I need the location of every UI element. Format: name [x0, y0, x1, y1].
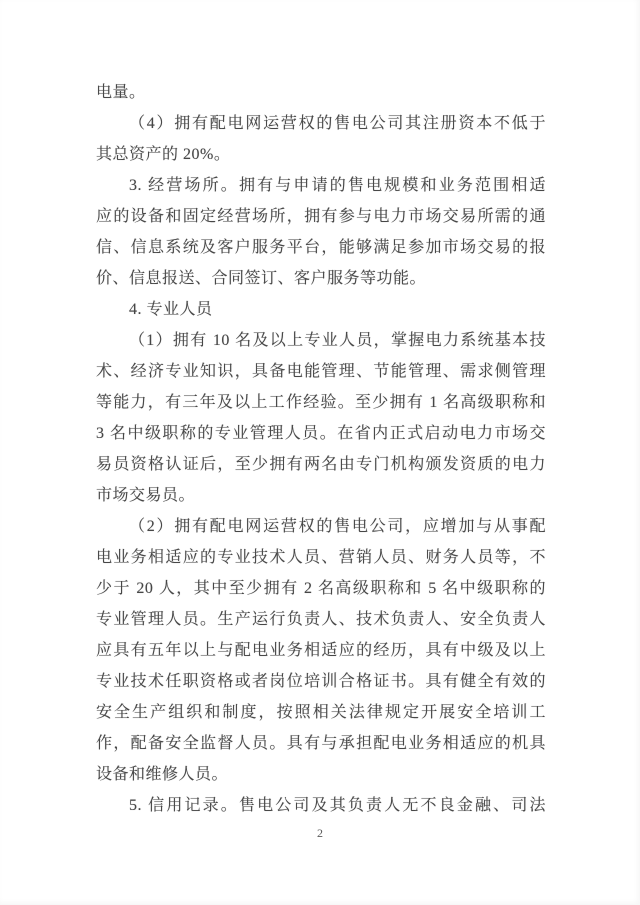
text-line: 等能力，有三年及以上工作经验。至少拥有 1 名高级职称和: [96, 394, 546, 411]
text-line: （1）拥有 10 名及以上专业人员，掌握电力系统基本技: [129, 332, 546, 349]
text-line: 应具有五年以上与配电业务相适应的经历，具有中级及以上: [96, 642, 546, 659]
text-line: 其总资产的 20%。: [96, 146, 231, 163]
text-line: （4）拥有配电网运营权的售电公司其注册资本不低于: [129, 115, 546, 132]
text-line: 电量。: [96, 84, 146, 101]
text-line: 3. 经营场所。拥有与申请的售电规模和业务范围相适: [129, 177, 546, 194]
text-line: 少于 20 人，其中至少拥有 2 名高级职称和 5 名中级职称的: [96, 580, 546, 597]
text-line: 专业管理人员。生产运行负责人、技术负责人、安全负责人: [96, 611, 546, 628]
page-number: 2: [317, 826, 323, 840]
text-line: 电业务相适应的专业技术人员、营销人员、财务人员等，不: [96, 549, 546, 566]
text-line: 信、信息系统及客户服务平台，能够满足参加市场交易的报: [96, 239, 546, 256]
text-line: 术、经济专业知识，具备电能管理、节能管理、需求侧管理: [96, 363, 546, 380]
text-line: 易员资格认证后，至少拥有两名由专门机构颁发资质的电力: [96, 456, 546, 473]
text-line: 4. 专业人员: [129, 301, 213, 318]
text-line: 3 名中级职称的专业管理人员。在省内正式启动电力市场交: [96, 425, 546, 442]
text-line: （2）拥有配电网运营权的售电公司，应增加与从事配: [129, 518, 546, 535]
text-line: 5. 信用记录。售电公司及其负责人无不良金融、司法: [129, 797, 546, 814]
text-line: 作，配备安全监督人员。具有与承担配电业务相适应的机具: [96, 735, 546, 752]
text-line: 应的设备和固定经营场所，拥有参与电力市场交易所需的通: [96, 208, 546, 225]
text-line: 安全生产组织和制度，按照相关法律规定开展安全培训工: [96, 704, 546, 721]
text-line: 专业技术任职资格或者岗位培训合格证书。具有健全有效的: [96, 673, 546, 690]
text-line: 市场交易员。: [96, 487, 196, 504]
document-body: [96, 77, 546, 821]
text-line: 价、信息报送、合同签订、客户服务等功能。: [96, 270, 427, 287]
text-line: 设备和维修人员。: [96, 766, 229, 783]
